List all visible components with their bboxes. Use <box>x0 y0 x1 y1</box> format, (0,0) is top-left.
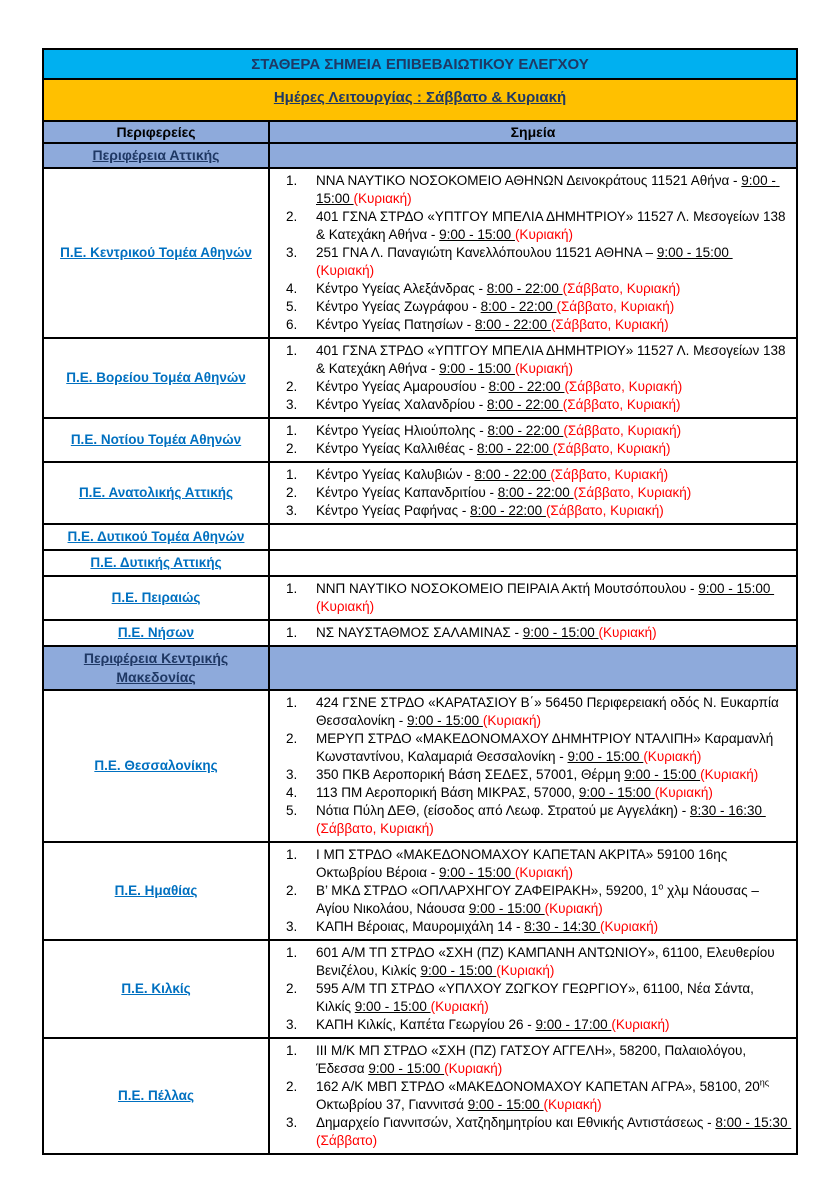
operating-day-note: (Σάββατο, Κυριακή) <box>564 379 683 394</box>
points-cell <box>269 620 797 646</box>
region-name-link[interactable]: Π.Ε. Νοτίου Τομέα Αθηνών <box>70 432 242 447</box>
region-cell <box>43 576 269 620</box>
point-text <box>316 440 788 458</box>
point-text <box>316 730 788 766</box>
location-text: Κέντρο Υγείας Ραφήνας - <box>316 503 471 518</box>
operating-day-note: (Κυριακή) <box>600 919 659 934</box>
opening-hours: 8:00 - 22:00 <box>480 299 557 314</box>
opening-hours: 8:30 - 14:30 <box>524 919 601 934</box>
location-text: Οκτωβρίου 37, Γιαννιτσά <box>316 1079 773 1112</box>
point-text <box>316 766 788 784</box>
location-text: 401 ΓΣΝΑ ΣΤΡΔΟ «ΥΠΤΓΟΥ ΜΠΕΛΙΑ ΔΗΜΗΤΡΙΟΥ» 11527 Λ. Μεσογείων 138 & Κατεχάκη Αθήνα - <box>316 209 790 242</box>
point-text <box>316 244 788 280</box>
region-row <box>43 576 797 620</box>
region-row <box>43 524 797 550</box>
region-cell <box>43 418 269 462</box>
operating-day-note: (Κυριακή) <box>700 767 759 782</box>
point-item <box>270 944 788 980</box>
points-cell <box>269 1038 797 1154</box>
operating-day-note: (Σάββατο, Κυριακή) <box>316 821 434 836</box>
region-name-link[interactable]: Π.Ε. Ημαθίας <box>114 883 198 898</box>
opening-hours: 8:00 - 22:00 <box>475 317 551 332</box>
point-text <box>316 280 788 298</box>
point-text <box>316 466 788 484</box>
point-text <box>316 580 788 616</box>
operating-days-cell <box>43 79 797 121</box>
region-row <box>43 462 797 524</box>
operating-day-note: (Σάββατο, Κυριακή) <box>573 485 692 500</box>
location-text: 113 ΠΜ Αεροπορική Βάση ΜΙΚΡΑΣ, 57000, <box>316 785 579 800</box>
location-text: Ι ΜΠ ΣΤΡΔΟ «ΜΑΚΕΔΟΝΟΜΑΧΟΥ ΚΑΠΕΤΑΝ ΑΚΡΙΤΑ» 59100 16ης Οκτωβρίου Βέροια - <box>316 847 732 880</box>
point-item <box>270 846 788 882</box>
opening-hours: 8:30 - 16:30 <box>689 803 766 818</box>
opening-hours: 8:00 - 22:00 <box>486 397 563 412</box>
location-text: ΚΑΠΗ Βέροιας, Μαυρομιχάλη 14 - <box>316 919 525 934</box>
opening-hours: 9:00 - 15:00 <box>698 581 775 596</box>
region-row <box>43 418 797 462</box>
point-item <box>270 466 788 484</box>
point-number: 1. <box>286 847 298 862</box>
point-number: 3. <box>286 397 298 412</box>
point-item <box>270 580 788 616</box>
point-text <box>316 484 788 502</box>
region-name-link[interactable]: Π.Ε. Κεντρικού Τομέα Αθηνών <box>60 245 252 260</box>
operating-day-note: (Σάββατο, Κυριακή) <box>562 397 681 412</box>
point-number: 3. <box>286 503 298 518</box>
region-name-link[interactable]: Π.Ε. Βορείου Τομέα Αθηνών <box>66 370 246 385</box>
point-item <box>270 766 788 784</box>
region-row <box>43 940 797 1038</box>
point-number: 1. <box>286 581 298 596</box>
point-number: 3. <box>286 1017 298 1032</box>
point-item <box>270 396 788 414</box>
region-name-link[interactable]: Π.Ε. Δυτικής Αττικής <box>90 555 222 570</box>
point-number: 1. <box>286 1043 298 1058</box>
point-text <box>316 694 788 730</box>
points-cell <box>269 940 797 1038</box>
point-item <box>270 784 788 802</box>
region-row <box>43 690 797 842</box>
operating-day-note: (Κυριακή) <box>514 361 574 376</box>
operating-day-note: (Κυριακή) <box>611 1017 670 1032</box>
point-number: 2. <box>286 441 298 456</box>
opening-hours: 9:00 - 15:00 <box>354 999 431 1014</box>
opening-hours: 9:00 - 15:00 <box>656 245 733 260</box>
location-text: 595 Α/Μ ΤΠ ΣΤΡΔΟ «ΥΠΛΧΟΥ ΖΩΓΚΟΥ ΓΕΩΡΓΙΟΥ», 61100, Νέα Σάντα, Κιλκίς <box>316 981 758 1014</box>
point-item <box>270 1114 792 1150</box>
opening-hours: 9:00 - 15:00 <box>439 361 515 376</box>
region-name-link[interactable]: Π.Ε. Ανατολικής Αττικής <box>78 485 234 500</box>
location-text: Κέντρο Υγείας Πατησίων - <box>316 317 476 332</box>
region-name-link[interactable]: Π.Ε. Νήσων <box>117 625 195 640</box>
location-text: ΙΙΙ Μ/Κ ΜΠ ΣΤΡΔΟ «ΣΧΗ (ΠΖ) ΓΑΤΣΟΥ ΑΓΓΕΛΗ», 58200, Παλαιολόγου, Έδεσσα <box>316 1043 750 1076</box>
point-item <box>270 980 788 1016</box>
point-number: 6. <box>286 317 298 332</box>
region-cell <box>43 338 269 418</box>
points-cell <box>269 168 797 338</box>
point-item <box>270 484 788 502</box>
region-cell <box>43 690 269 842</box>
operating-day-note: (Κυριακή) <box>514 227 574 242</box>
point-number: 2. <box>286 485 298 500</box>
region-row <box>43 1038 797 1154</box>
point-text <box>316 378 788 396</box>
title-row <box>43 49 797 79</box>
point-number: 3. <box>286 1115 298 1130</box>
operating-day-note: (Κυριακή) <box>316 599 375 614</box>
point-text <box>316 298 788 316</box>
region-cell <box>43 168 269 338</box>
points-cell <box>269 842 797 940</box>
point-item <box>270 694 788 730</box>
region-cell <box>43 1038 269 1154</box>
column-header-row <box>43 121 797 143</box>
point-number: 2. <box>286 981 298 996</box>
opening-hours: 9:00 - 15:00 <box>368 1061 445 1076</box>
page-title: ΣΤΑΘΕΡΑ ΣΗΜΕΙΑ ΕΠΙΒΕΒΑΙΩΤΙΚΟΥ ΕΛΕΓΧΟΥ <box>43 49 797 79</box>
location-text: Κέντρο Υγείας Αλεξάνδρας - <box>316 281 487 296</box>
point-number: 1. <box>286 173 298 188</box>
point-item <box>270 422 788 440</box>
ordinal-suffix: ο <box>658 881 664 892</box>
point-text <box>316 396 788 414</box>
operating-day-note: (Κυριακή) <box>598 625 657 640</box>
opening-hours: 8:00 - 22:00 <box>487 423 564 438</box>
point-number: 3. <box>286 919 298 934</box>
location-text: ΚΑΠΗ Κιλκίς, Καπέτα Γεωργίου 26 - <box>316 1017 536 1032</box>
location-text: Κέντρο Υγείας Αμαρουσίου - <box>316 379 489 394</box>
opening-hours: 8:00 - 22:00 <box>497 485 574 500</box>
ordinal-suffix: ης <box>759 1077 770 1088</box>
point-number: 2. <box>286 731 298 746</box>
operating-day-note: (Σάββατο, Κυριακή) <box>550 317 669 332</box>
point-text <box>316 802 788 838</box>
point-item <box>270 502 788 520</box>
operating-day-note: (Σάββατο, Κυριακή) <box>556 299 675 314</box>
point-item <box>270 802 788 838</box>
points-cell <box>269 690 797 842</box>
region-name-link[interactable]: Π.Ε. Δυτικού Τομέα Αθηνών <box>67 529 245 544</box>
region-row <box>43 168 797 338</box>
opening-hours: 8:00 - 22:00 <box>474 467 551 482</box>
opening-hours: 9:00 - 15:00 <box>316 173 780 206</box>
opening-hours: 9:00 - 15:00 <box>420 963 497 978</box>
operating-day-note: (Σάββατο, Κυριακή) <box>550 467 669 482</box>
section-empty-cell <box>269 143 797 168</box>
operating-day-note: (Κυριακή) <box>444 1061 503 1076</box>
region-cell <box>43 550 269 576</box>
opening-hours: 9:00 - 15:00 <box>468 901 545 916</box>
opening-hours: 9:00 - 15:00 <box>407 713 483 728</box>
operating-day-note: (Κυριακή) <box>496 963 555 978</box>
location-text: χλμ Νάουσας – Αγίου Νικολάου, Νάουσα <box>316 883 762 916</box>
location-text: Κέντρο Υγείας Καλυβιών - <box>316 467 475 482</box>
point-item <box>270 624 788 642</box>
region-cell <box>43 842 269 940</box>
location-text: ΜΕΡΥΠ ΣΤΡΔΟ «ΜΑΚΕΔΟΝΟΜΑΧΟΥ ΔΗΜΗΤΡΙΟΥ ΝΤΑΛΙΠΗ» Καραμανλή Κωνσταντίνου, Καλαμαριά Θεσσαλονίκη - <box>316 731 778 764</box>
checkpoints-table <box>42 48 798 1155</box>
location-text: Κέντρο Υγείας Ηλιούπολης - <box>316 423 488 438</box>
opening-hours: 9:00 - 15:00 <box>624 767 701 782</box>
point-number: 5. <box>286 299 298 314</box>
point-number: 3. <box>286 245 298 260</box>
point-item <box>270 1078 788 1114</box>
location-text: 162 Α/Κ ΜΒΠ ΣΤΡΔΟ «ΜΑΚΕΔΟΝΟΜΑΧΟΥ ΚΑΠΕΤΑΝ ΑΓΡΑ», 58100, 20 <box>316 1079 760 1094</box>
location-text: ΝΝΑ ΝΑΥΤΙΚΟ ΝΟΣΟΚΟΜΕΙΟ ΑΘΗΝΩΝ Δεινοκράτους 11521 Αθήνα - <box>316 173 742 188</box>
opening-hours: 9:00 - 17:00 <box>535 1017 612 1032</box>
point-number: 2. <box>286 379 298 394</box>
location-text: 401 ΓΣΝΑ ΣΤΡΔΟ «ΥΠΤΓΟΥ ΜΠΕΛΙΑ ΔΗΜΗΤΡΙΟΥ» 11527 Λ. Μεσογείων 138 & Κατεχάκη Αθήνα - <box>316 343 790 376</box>
point-number: 2. <box>286 209 298 224</box>
region-name-link[interactable]: Π.Ε. Πέλλας <box>117 1088 195 1103</box>
points-cell <box>269 462 797 524</box>
region-name-link[interactable]: Π.Ε. Πειραιώς <box>111 590 201 605</box>
opening-hours: 9:00 - 15:00 <box>439 865 515 880</box>
operating-day-note: (Σάββατο, Κυριακή) <box>545 503 664 518</box>
point-item <box>270 378 788 396</box>
operating-day-note: (Σάββατο, Κυριακή) <box>562 281 681 296</box>
location-text: Κέντρο Υγείας Ζωγράφου - <box>316 299 481 314</box>
operating-day-note: (Κυριακή) <box>654 785 713 800</box>
point-item <box>270 316 788 334</box>
point-text <box>316 980 788 1016</box>
point-item <box>270 918 788 936</box>
point-text <box>316 1114 792 1150</box>
point-item <box>270 730 788 766</box>
point-number: 4. <box>286 281 298 296</box>
points-cell <box>269 550 797 576</box>
region-cell <box>43 620 269 646</box>
operating-days-label: Ημέρες Λειτουργίας : Σάββατο & Κυριακή <box>273 89 567 106</box>
point-number: 4. <box>286 785 298 800</box>
opening-hours: 9:00 - 15:00 <box>467 1097 544 1112</box>
points-cell <box>269 338 797 418</box>
point-number: 5. <box>286 803 298 818</box>
point-item <box>270 882 788 918</box>
operating-day-note: (Σάββατο, Κυριακή) <box>563 423 682 438</box>
region-cell <box>43 462 269 524</box>
section-title-cell <box>43 646 269 690</box>
points-cell <box>269 576 797 620</box>
section-title-cell <box>43 143 269 168</box>
operating-day-note: (Κυριακή) <box>543 1097 602 1112</box>
point-item <box>270 440 788 458</box>
point-text <box>316 624 788 642</box>
point-item <box>270 1042 788 1078</box>
point-number: 2. <box>286 1079 298 1094</box>
location-text: Δημαρχείο Γιαννιτσών, Χατζηδημητρίου και Εθνικής Αντιστάσεως - <box>316 1115 716 1130</box>
section-empty-cell <box>269 646 797 690</box>
operating-day-note: (Σάββατο) <box>316 1133 378 1148</box>
operating-day-note: (Κυριακή) <box>430 999 489 1014</box>
operating-day-note: (Κυριακή) <box>544 901 603 916</box>
location-text: ΝΣ ΝΑΥΣΤΑΘΜΟΣ ΣΑΛΑΜΙΝΑΣ - <box>316 625 523 640</box>
location-text: Κέντρο Υγείας Καλλιθέας - <box>316 441 477 456</box>
opening-hours: 9:00 - 15:00 <box>439 227 515 242</box>
region-cell <box>43 940 269 1038</box>
point-number: 1. <box>286 695 298 710</box>
location-text: Β’ ΜΚΔ ΣΤΡΔΟ «ΟΠΛΑΡΧΗΓΟΥ ΖΑΦΕΙΡΑΚΗ», 59200, 1 <box>316 883 659 898</box>
location-text: 251 ΓΝΑ Λ. Παναγιώτη Κανελλόπουλου 11521 ΑΘΗΝΑ – <box>316 245 657 260</box>
section-title-link[interactable]: Περιφέρεια Αττικής <box>92 147 220 163</box>
point-text <box>316 784 788 802</box>
point-text <box>316 882 788 918</box>
opening-hours: 8:00 - 22:00 <box>486 281 563 296</box>
location-text: 424 ΓΣΝΕ ΣΤΡΔΟ «ΚΑΡΑΤΑΣΙΟΥ Β΄» 56450 Περιφερειακή οδός Ν. Ευκαρπία Θεσσαλονίκη - <box>316 695 783 728</box>
section-header-row <box>43 646 797 690</box>
location-text: Κέντρο Υγείας Χαλανδρίου - <box>316 397 487 412</box>
column-header-points: Σημεία <box>269 121 797 143</box>
location-text: Νότια Πύλη ΔΕΘ, (είσοδος από Λεωφ. Στρατού με Αγγελάκη) - <box>316 803 690 818</box>
operating-day-note: (Κυριακή) <box>316 263 375 278</box>
point-item <box>270 280 788 298</box>
point-number: 1. <box>286 343 298 358</box>
operating-days-row <box>43 79 797 121</box>
point-item <box>270 208 788 244</box>
point-item <box>270 172 788 208</box>
point-text <box>316 944 788 980</box>
location-text: Κέντρο Υγείας Καπανδριτίου - <box>316 485 498 500</box>
point-text <box>316 1078 788 1114</box>
points-cell <box>269 524 797 550</box>
operating-day-note: (Κυριακή) <box>514 865 573 880</box>
operating-day-note: (Σάββατο, Κυριακή) <box>552 441 671 456</box>
point-text <box>316 1042 788 1078</box>
opening-hours: 8:00 - 15:30 <box>715 1115 792 1130</box>
location-text: 350 ΠΚΒ Αεροπορική Βάση ΣΕΔΕΣ, 57001, Θέρμη <box>316 767 625 782</box>
region-row <box>43 620 797 646</box>
region-row <box>43 338 797 418</box>
point-number: 1. <box>286 467 298 482</box>
point-item <box>270 342 788 378</box>
point-text <box>316 342 788 378</box>
points-cell <box>269 418 797 462</box>
point-text <box>316 316 788 334</box>
region-name-link[interactable]: Π.Ε. Κιλκίς <box>121 981 191 996</box>
point-item <box>270 298 788 316</box>
point-text <box>316 172 788 208</box>
operating-day-note: (Κυριακή) <box>482 713 541 728</box>
region-cell <box>43 524 269 550</box>
operating-day-note: (Κυριακή) <box>353 191 412 206</box>
location-text: ΝΝΠ ΝΑΥΤΙΚΟ ΝΟΣΟΚΟΜΕΙΟ ΠΕΙΡΑΙΑ Ακτή Μουτσόπουλου - <box>316 581 699 596</box>
point-text <box>316 1016 788 1034</box>
opening-hours: 8:00 - 22:00 <box>476 441 553 456</box>
operating-day-note: (Κυριακή) <box>643 749 702 764</box>
region-row <box>43 842 797 940</box>
section-header-row <box>43 143 797 168</box>
opening-hours: 8:00 - 22:00 <box>488 379 565 394</box>
column-header-regions: Περιφερείες <box>43 121 269 143</box>
opening-hours: 9:00 - 15:00 <box>578 785 655 800</box>
point-number: 2. <box>286 883 298 898</box>
location-text: 601 Α/Μ ΤΠ ΣΤΡΔΟ «ΣΧΗ (ΠΖ) ΚΑΜΠΑΝΗ ΑΝΤΩΝΙΟΥ», 61100, Ελευθερίου Βενιζέλου, Κιλκίς <box>316 945 779 978</box>
opening-hours: 8:00 - 22:00 <box>470 503 546 518</box>
point-number: 1. <box>286 423 298 438</box>
section-title-link[interactable]: Περιφέρεια Κεντρικής Μακεδονίας <box>83 650 229 685</box>
point-number: 1. <box>286 625 298 640</box>
point-number: 1. <box>286 945 298 960</box>
region-row <box>43 550 797 576</box>
point-text <box>316 422 788 440</box>
point-text <box>316 918 788 936</box>
point-text <box>316 846 788 882</box>
point-text <box>316 502 788 520</box>
region-name-link[interactable]: Π.Ε. Θεσσαλονίκης <box>94 758 218 773</box>
point-number: 3. <box>286 767 298 782</box>
point-item <box>270 244 788 280</box>
point-item <box>270 1016 788 1034</box>
point-text <box>316 208 788 244</box>
opening-hours: 9:00 - 15:00 <box>567 749 644 764</box>
opening-hours: 9:00 - 15:00 <box>522 625 599 640</box>
